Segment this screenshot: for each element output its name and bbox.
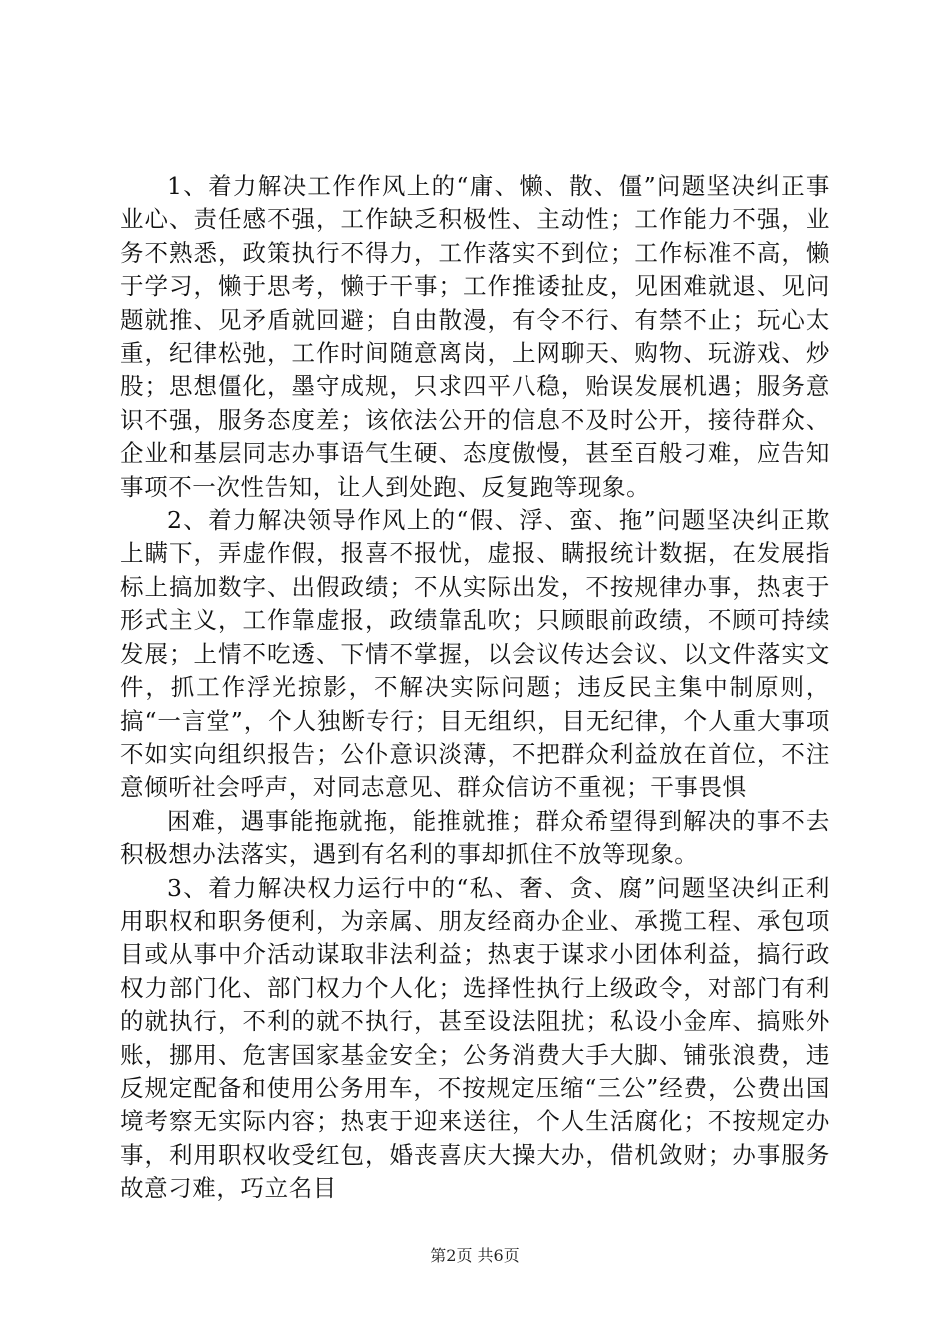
document-body: [120, 170, 830, 1206]
paragraph-3: 困难，遇事能拖就拖，能推就推；群众希望得到解决的事不去积极想办法落实，遇到有名利的事却抓住不放等现象。: [120, 806, 830, 869]
paragraph-1: 1、着力解决工作作风上的“庸、懒、散、僵”问题坚决纠正事业心、责任感不强，工作缺乏积极性、主动性；工作能力不强，业务不熟悉，政策执行不得力，工作落实不到位；工作标准不高，懒于学习，懒于思考，懒于干事；工作推诿扯皮，见困难就退、见问题就推、见矛盾就回避；自由散漫，有令不行、有禁不止；玩心太重，纪律松弛，工作时间随意离岗，上网聊天、购物、玩游戏、炒股；思想僵化，墨守成规，只求四平八稳，贻误发展机遇；服务意识不强，服务态度差；该依法公开的信息不及时公开，接待群众、企业和基层同志办事语气生硬、态度傲慢，甚至百般刁难，应告知事项不一次性告知，让人到处跑、反复跑等现象。: [120, 172, 830, 501]
paragraph-2: 2、着力解决领导作风上的“假、浮、蛮、拖”问题坚决纠正欺上瞒下，弄虚作假，报喜不报忧，虚报、瞒报统计数据，在发展指标上搞加数字、出假政绩；不从实际出发，不按规律办事，热衷于形式主义，工作靠虚报，政绩靠乱吹；只顾眼前政绩，不顾可持续发展；上情不吃透、下情不掌握，以会议传达会议、以文件落实文件，抓工作浮光掠影，不解决实际问题；违反民主集中制原则，搞“一言堂”，个人独断专行；目无组织，目无纪律，个人重大事项不如实向组织报告；公仆意识淡薄，不把群众利益放在首位，不注意倾听社会呼声，对同志意见、群众信访不重视；干事畏惧: [120, 506, 830, 802]
page-footer: 第2页 共6页: [430, 1246, 520, 1265]
paragraph-4: 3、着力解决权力运行中的“私、奢、贪、腐”问题坚决纠正利用职权和职务便利，为亲属、朋友经商办企业、承揽工程、承包项目或从事中介活动谋取非法利益；热衷于谋求小团体利益，搞行政权力部门化、部门权力个人化；选择性执行上级政令，对部门有利的就执行，不利的就不执行，甚至设法阻扰；私设小金库、搞账外账，挪用、危害国家基金安全；公务消费大手大脚、铺张浪费，违反规定配备和使用公务用车，不按规定压缩“三公”经费，公费出国境考察无实际内容；热衷于迎来送往，个人生活腐化；不按规定办事，利用职权收受红包，婚丧喜庆大操大办，借机敛财；办事服务故意刁难，巧立名目: [120, 873, 830, 1203]
